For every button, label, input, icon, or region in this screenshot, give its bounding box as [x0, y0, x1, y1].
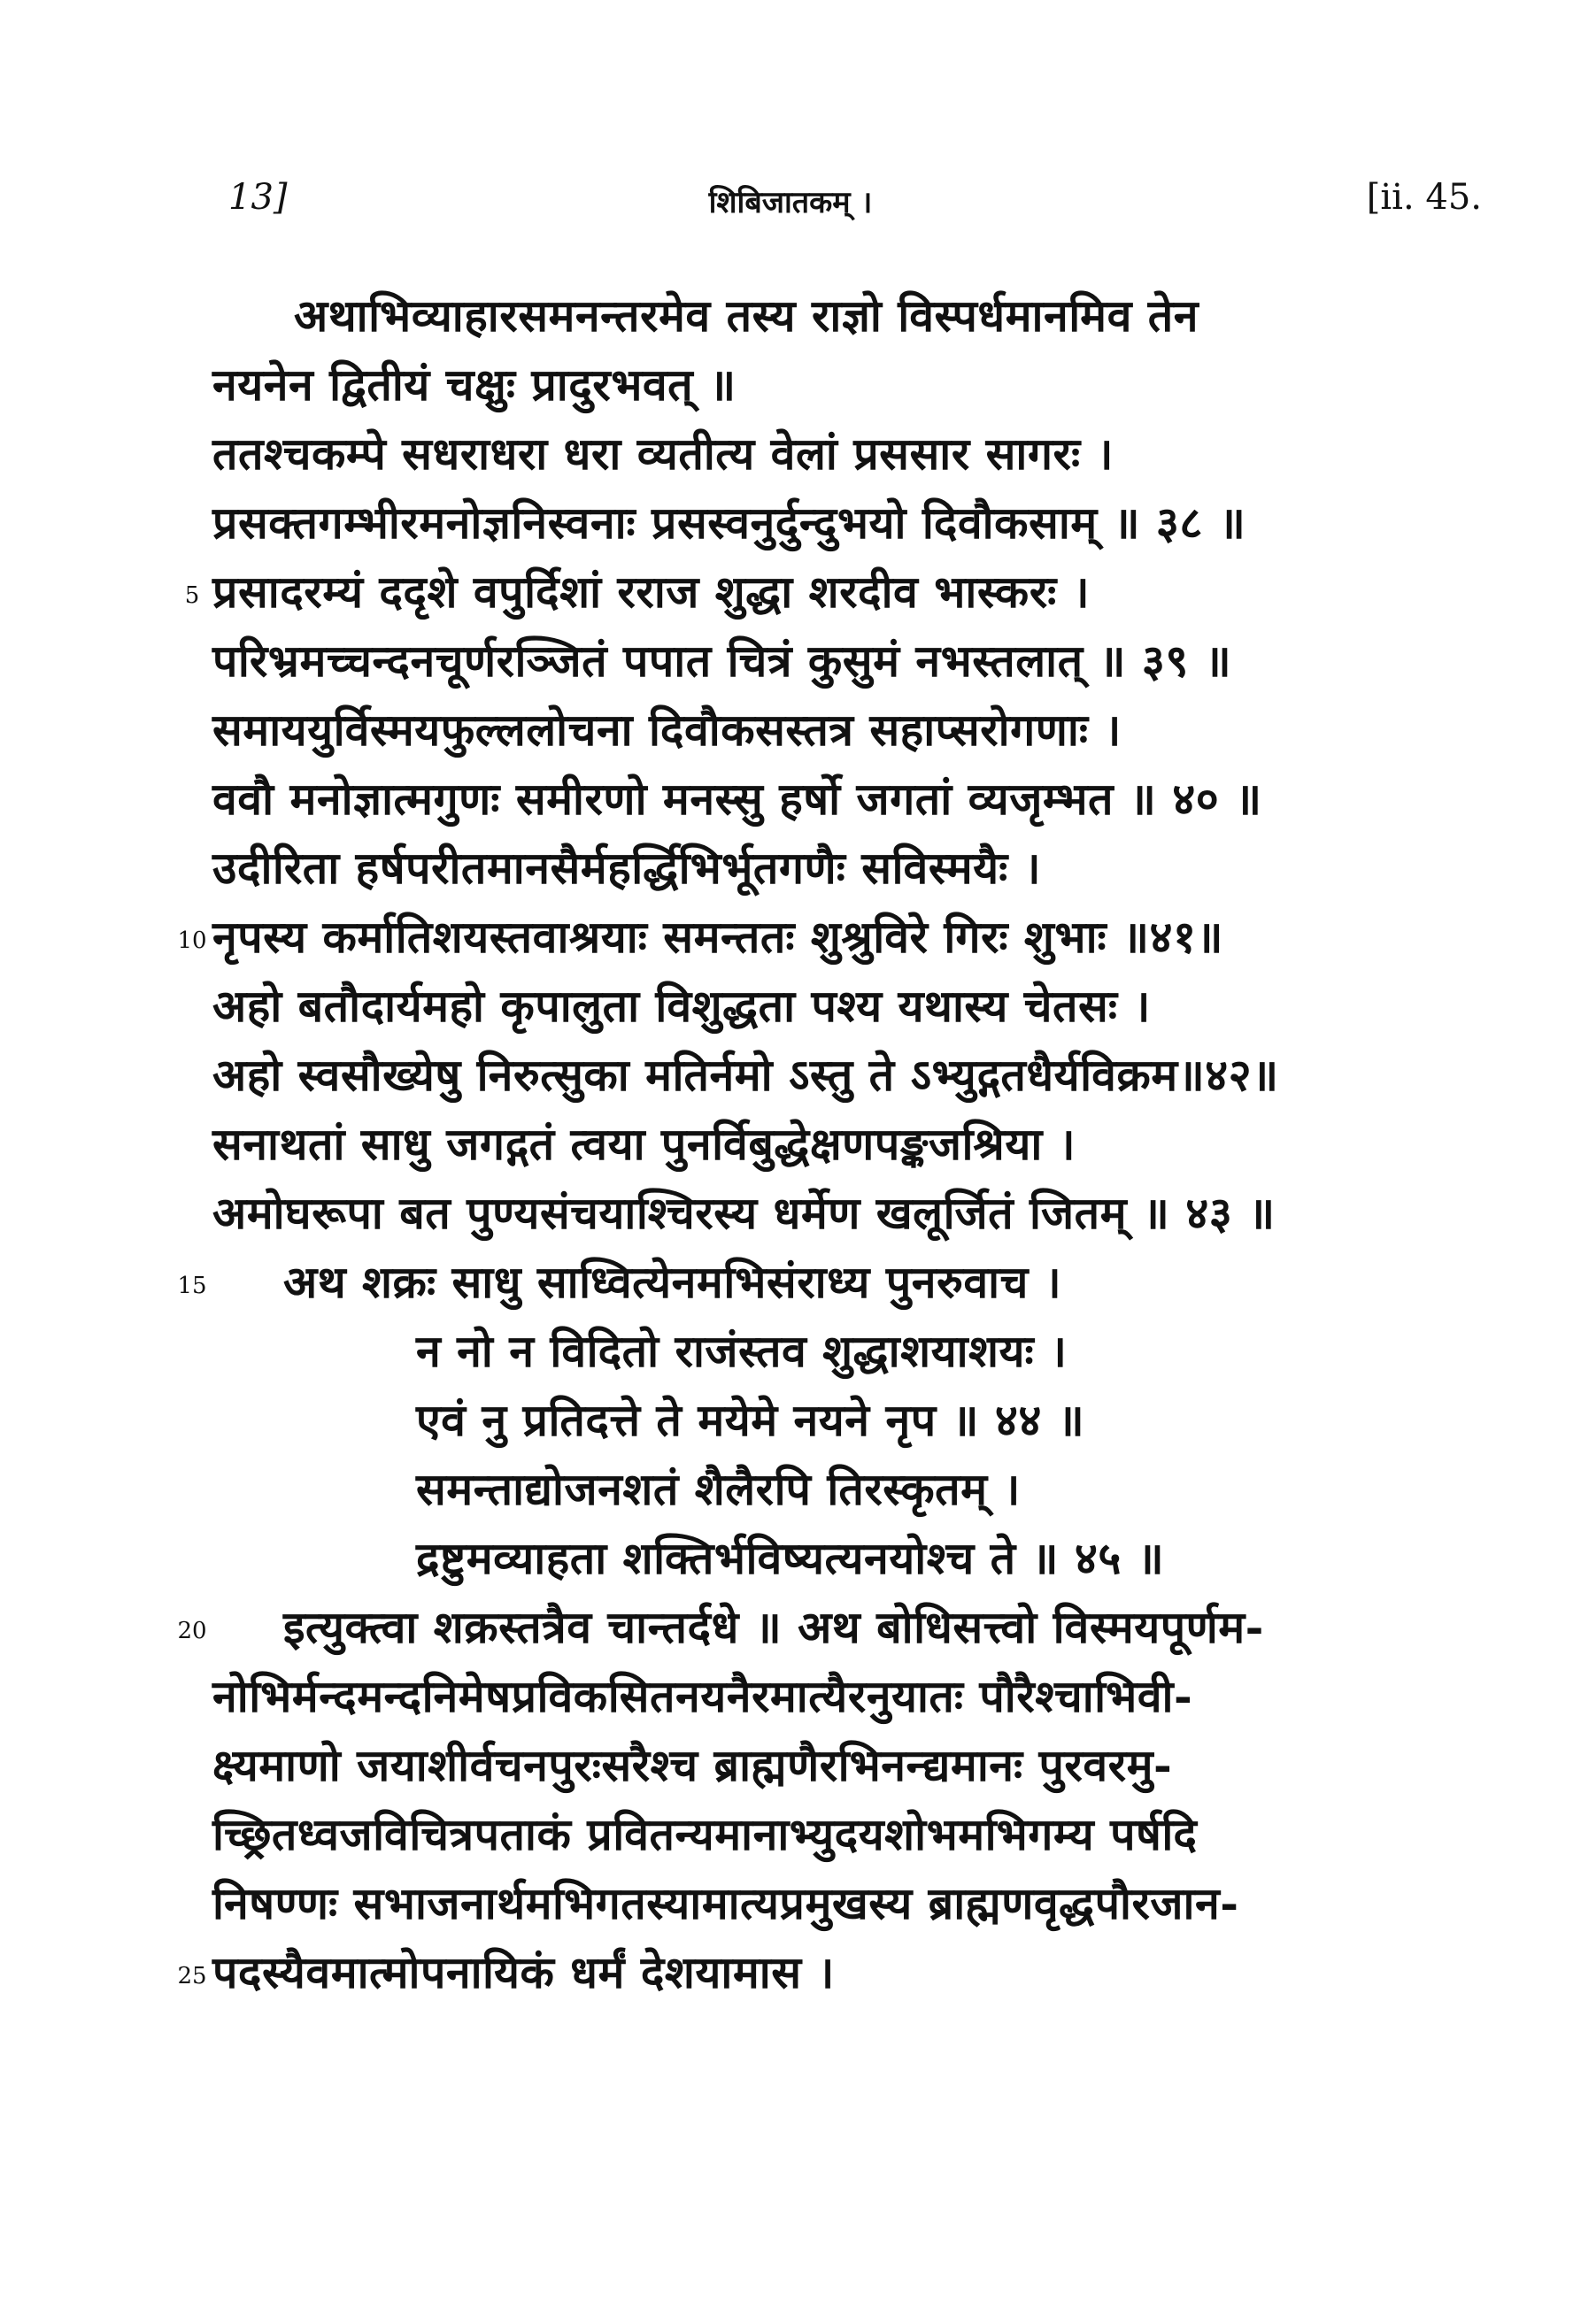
text-line — [0, 1662, 1581, 1731]
text-line — [0, 903, 1581, 972]
text-line — [0, 1938, 1581, 2007]
page-header — [0, 177, 1581, 230]
text-line — [0, 627, 1581, 696]
line-text: उदीरिता हर्षपरीतमानसैर्महर्द्धिभिर्भूतगणैः सविस्मयैः । — [212, 842, 1042, 894]
verse-line — [0, 1317, 1581, 1386]
page-number: 13] — [228, 177, 288, 218]
line-text: परिभ्रमच्चन्दनचूर्णरञ्जितं पपात चित्रं कुसुमं नभस्तलात् ॥ ३९ ॥ — [212, 635, 1232, 687]
line-text: पदस्यैवमात्मोपनायिकं धर्मं देशयामास । — [212, 1946, 835, 1998]
line-text: प्रसक्तगम्भीरमनोज्ञनिस्वनाः प्रसस्वनुर्दुन्दुभयो दिवौकसाम् ॥ ३८ ॥ — [212, 496, 1246, 549]
text-line — [0, 834, 1581, 903]
text-line — [0, 558, 1581, 627]
line-text: अथाभिव्याहारसमनन्तरमेव तस्य राज्ञो विस्पर्धमानमिव तेन — [294, 289, 1199, 342]
text-line — [0, 1110, 1581, 1179]
text-line — [0, 1593, 1581, 1662]
line-text: नयनेन द्वितीयं चक्षुः प्रादुरभवत् ॥ — [212, 358, 737, 411]
chapter-verse-reference: [ii. 45. — [1366, 177, 1482, 218]
text-line — [0, 1041, 1581, 1110]
line-text: द्रष्टुमव्याहता शक्तिर्भविष्यत्यनयोश्च ते ॥ ४५ ॥ — [416, 1532, 1165, 1584]
line-text: प्रसादरम्यं ददृशे वपुर्दिशां रराज शुद्धा शरदीव भास्करः । — [212, 566, 1091, 618]
verse-line — [0, 1386, 1581, 1455]
line-text: इत्युक्त्वा शक्रस्तत्रैव चान्तर्दधे ॥ अथ बोधिसत्त्वो विस्मयपूर्णम- — [283, 1601, 1264, 1653]
line-text: क्ष्यमाणो जयाशीर्वचनपुरःसरैश्च ब्राह्मणैरभिनन्द्यमानः पुरवरमु- — [212, 1739, 1173, 1791]
line-text: अहो स्वसौख्येषु निरुत्सुका मतिर्नमो ऽस्तु ते ऽभ्युद्गतधैर्यविक्रम॥४२॥ — [212, 1049, 1279, 1101]
line-number: 5 — [184, 582, 200, 609]
line-number: 10 — [177, 927, 207, 954]
line-text: समन्ताद्योजनशतं शैलैरपि तिरस्कृतम् । — [416, 1463, 1021, 1515]
line-number: 25 — [177, 1963, 207, 1989]
line-text: अहो बतौदार्यमहो कृपालुता विशुद्धता पश्य यथास्य चेतसः । — [212, 980, 1151, 1032]
line-text: समाययुर्विस्मयफुल्ललोचना दिवौकसस्तत्र सहाप्सरोगणाः । — [212, 704, 1122, 756]
text-line — [0, 1731, 1581, 1800]
line-number: 20 — [177, 1618, 207, 1644]
text-line — [0, 1800, 1581, 1869]
line-text: अमोघरूपा बत पुण्यसंचयाश्चिरस्य धर्मेण खलूर्जितं जितम् ॥ ४३ ॥ — [212, 1187, 1276, 1239]
running-title: शिबिजातकम् । — [708, 185, 873, 220]
verse-line — [0, 1524, 1581, 1593]
text-line — [0, 696, 1581, 765]
text-line — [0, 1869, 1581, 1938]
text-line — [0, 972, 1581, 1041]
line-text: अथ शक्रः साधु साध्वित्येनमभिसंराध्य पुनरुवाच । — [283, 1256, 1062, 1308]
line-text: नृपस्य कर्मातिशयस्तवाश्रयाः समन्ततः शुश्रुविरे गिरः शुभाः ॥४१॥ — [212, 911, 1223, 963]
text-line — [0, 489, 1581, 558]
line-text: ततश्चकम्पे सधराधरा धरा व्यतीत्य वेलां प्रससार सागरः । — [212, 427, 1114, 480]
text-line — [0, 281, 1581, 350]
line-text: ववौ मनोज्ञात्मगुणः समीरणो मनस्सु हर्षो जगतां व्यजृम्भत ॥ ४० ॥ — [212, 773, 1262, 825]
text-body — [0, 281, 1581, 2007]
line-number: 15 — [177, 1273, 207, 1299]
line-text: न नो न विदितो राजंस्तव शुद्धाशयाशयः । — [416, 1325, 1068, 1377]
line-text: निषण्णः सभाजनार्थमभिगतस्यामात्यप्रमुखस्य ब्राह्मणवृद्धपौरजान- — [212, 1877, 1239, 1929]
text-line — [0, 1179, 1581, 1248]
line-text: च्छ्रितध्वजविचित्रपताकं प्रवितन्यमानाभ्युदयशोभमभिगम्य पर्षदि — [212, 1808, 1198, 1860]
text-line — [0, 765, 1581, 834]
line-text: सनाथतां साधु जगद्गतं त्वया पुनर्विबुद्धेक्षणपङ्कजश्रिया । — [212, 1118, 1076, 1170]
line-text: नोभिर्मन्दमन्दनिमेषप्रविकसितनयनैरमात्यैरनुयातः पौरैश्चाभिवी- — [212, 1670, 1193, 1722]
verse-line — [0, 1455, 1581, 1524]
text-line — [0, 1248, 1581, 1317]
line-text: एवं नु प्रतिदत्ते ते मयेमे नयने नृप ॥ ४४ ॥ — [416, 1394, 1085, 1446]
text-line — [0, 419, 1581, 489]
text-line — [0, 350, 1581, 419]
